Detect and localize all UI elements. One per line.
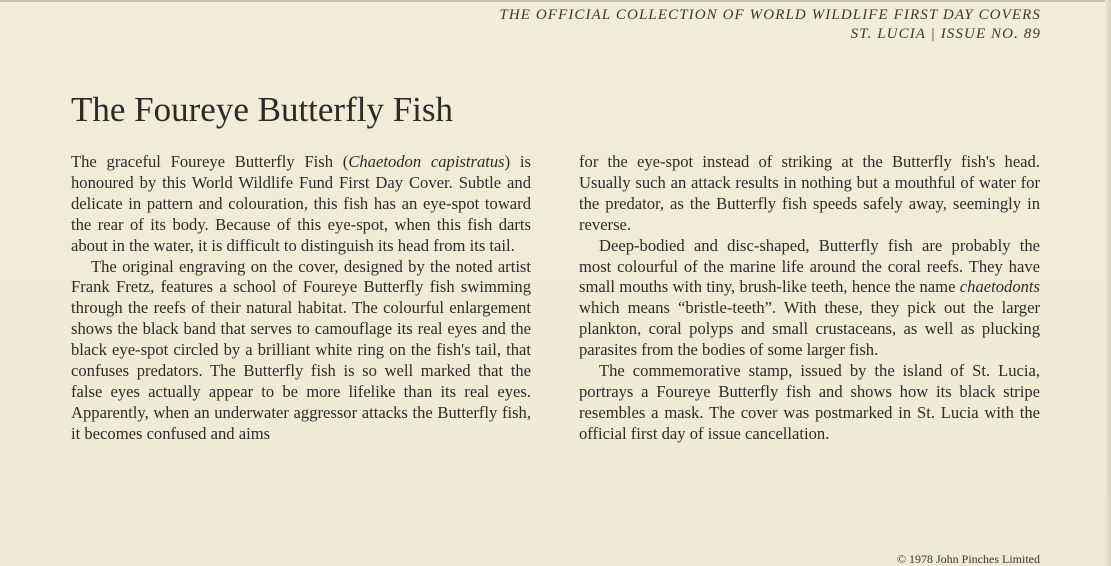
species-name: Chaetodon capistratus: [348, 152, 505, 171]
body-shape-text-start: Deep-bodied and disc-shaped, Butterfly fish are probably the most colourful of the marine life around the coral reefs. They have small mouths with tiny, brush-like teeth, hence the name: [579, 235, 1040, 297]
page-title: The Foureye Butterfly Fish: [71, 90, 454, 129]
genus-term: chaetodonts: [959, 277, 1040, 297]
paragraph-continuation: for the eye-spot instead of striking at the Butterfly fish's head. Usually such an attack results in nothing but a mouthful of water for the predator, as the Butterfly fish speeds safely away, seemingly in reverse.: [579, 152, 1040, 234]
copyright-notice: © 1978 John Pinches Limited: [896, 552, 1040, 566]
paragraph-body-shape: [579, 236, 1040, 361]
paragraph-stamp: The commemorative stamp, issued by the island of St. Lucia, portrays a Foureye Butterfly fish and shows how its black stripe resembles a mask. The cover was postmarked in St. Lucia with the official first day of issue cancellation.: [579, 361, 1040, 443]
intro-text-end: ) is honoured by this World Wildlife Fund First Day Cover. Subtle and delicate in pattern and colouration, this fish has an eye-spot toward the rear of its body. Because of this eye-spot, when this fish darts about in the water, it is difficult to distinguish its head from its tail.: [71, 152, 532, 255]
left-column: [71, 152, 531, 445]
body-shape-text-end: which means “bristle-teeth”. With these, they pick out the larger plankton, coral polyps and small crustaceans, as well as plucking parasites from the bodies of some larger fish.: [579, 298, 1040, 360]
right-page-edge: [1105, 0, 1111, 566]
issue-line: ST. LUCIA | ISSUE NO. 89: [850, 26, 1041, 42]
series-line: THE OFFICIAL COLLECTION OF WORLD WILDLIFE FIRST DAY COVERS: [499, 7, 1041, 23]
paragraph-intro: [71, 152, 531, 257]
top-edge-line: [0, 0, 1111, 2]
right-column: [579, 152, 1040, 445]
intro-text-start: The graceful Foureye Butterfly Fish (: [71, 152, 349, 171]
collection-header: [499, 6, 1041, 44]
paragraph-engraving: The original engraving on the cover, designed by the noted artist Frank Fretz, features a school of Foureye Butterfly fish swimming through the reefs of their natural habitat. The colourful enlargement shows the black band that serves to camouflage its real eyes and the black eye-spot circled by a brilliant white ring on the fish's tail, that confuses predators. The Butterfly fish is so well marked that the false eyes actually appear to be more lifelike than its real eyes. Apparently, when an underwater aggressor attacks the Butterfly fish, it becomes confused and aims: [71, 256, 531, 443]
